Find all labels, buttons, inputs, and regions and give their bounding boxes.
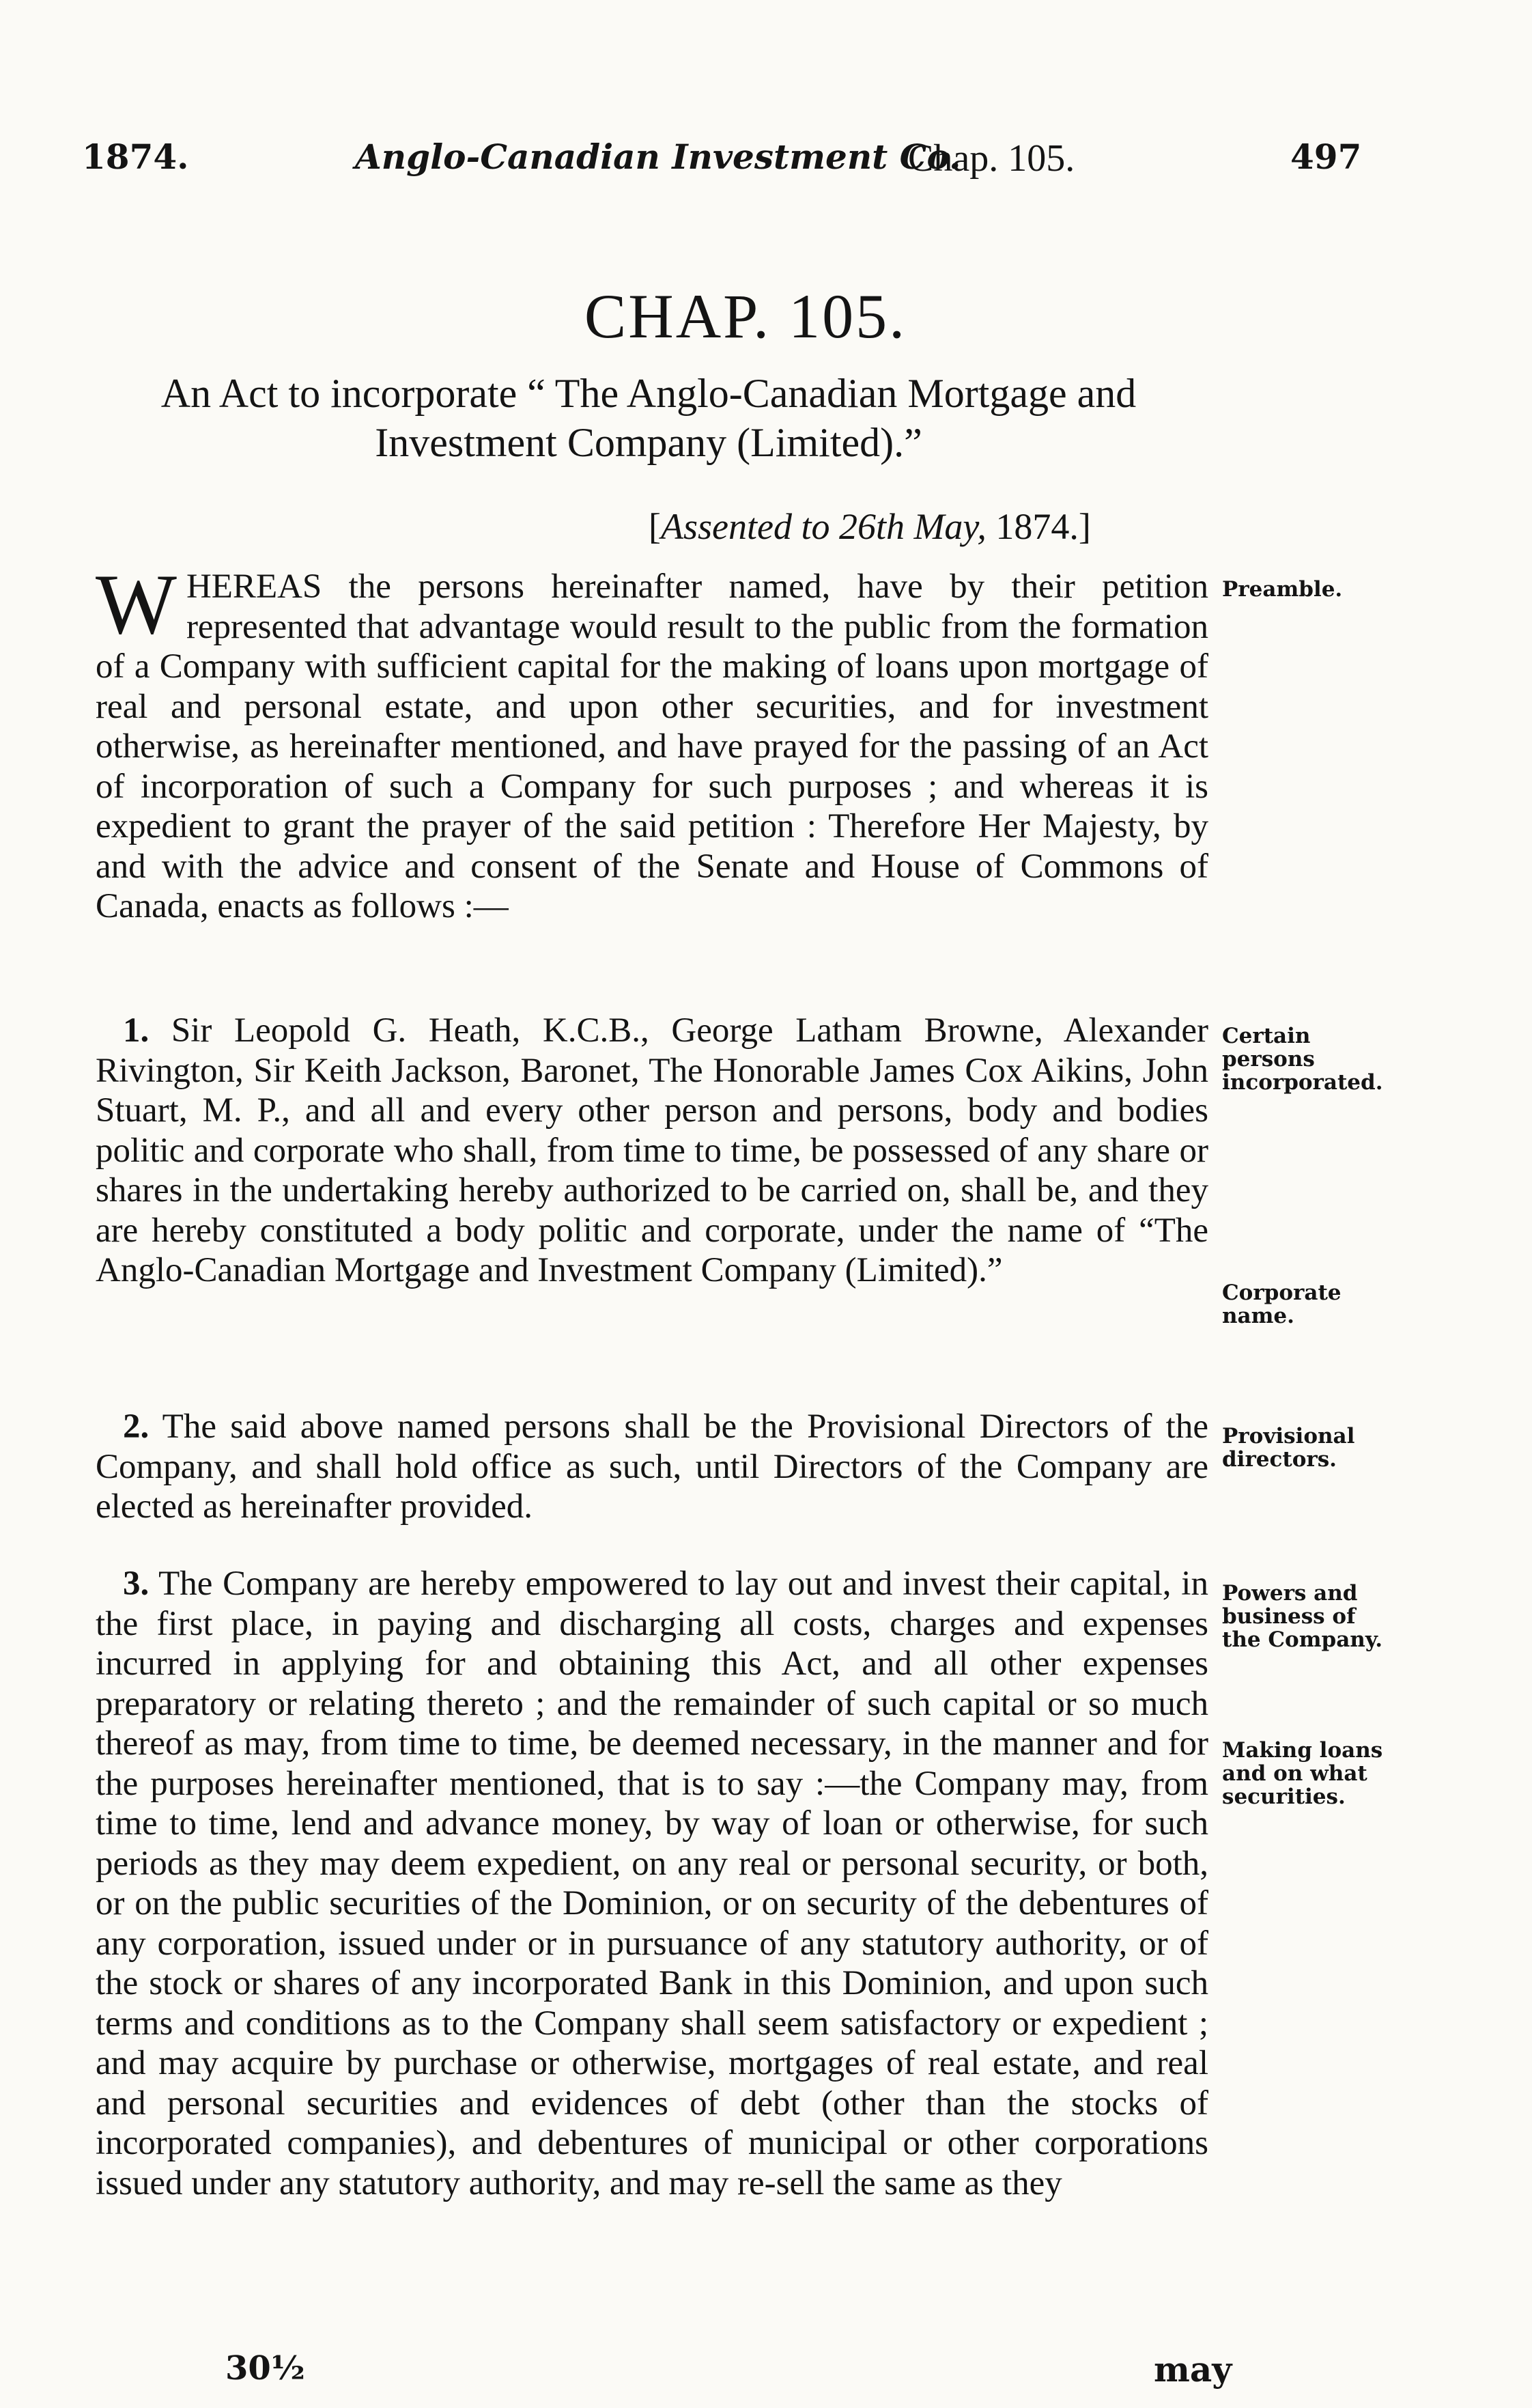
assent-open: [	[649, 506, 661, 547]
margin-note-certain-persons: Certain persons incorporated.	[1222, 1024, 1383, 1095]
chapter-heading	[0, 280, 1532, 352]
assent-line	[649, 505, 1091, 548]
preamble-paragraph	[96, 557, 1208, 927]
page-number: 497	[1290, 137, 1362, 177]
catchword: may	[1154, 2349, 1232, 2390]
preamble-text: HEREAS the persons hereinafter named, have by their petition represented that advantage would result to the public from the formation of a Company with sufficient capital for the making of loans upon mortgage of real and personal estate, and upon other securities, and for investment otherwise, as hereinafter mentioned, and have prayed for the passing of an Act of incorporation of such a Company for such purposes ; and whereas it is expedient to grant the prayer of the said petition : Therefore Her Majesty, by and with the advice and consent of the Senate and House of Commons of Canada, enacts as follows :—	[96, 568, 1208, 925]
header-title: Anglo-Canadian Investment Co.	[355, 137, 961, 177]
margin-note-preamble: Preamble.	[1222, 577, 1343, 602]
assent-year: 1874.]	[995, 506, 1091, 547]
running-header	[82, 137, 1365, 191]
section-number: 1.	[123, 1011, 150, 1050]
margin-note-loans: Making loans and on what securities.	[1222, 1738, 1383, 1809]
chapter-heading-text: CHAP. 105.	[584, 281, 907, 351]
section-2	[96, 1407, 1208, 1527]
section-text: The Company are hereby empowered to lay out and invest their capital, in the first place, in paying and discharging all costs, charges and expenses incurred in applying for and obtaining this Act, and all other expenses preparatory or relating thereto ; and the remainder of such capital or so much thereof as may, from time to time, be deemed necessary, in the manner and for the purposes hereinafter mentioned, that is to say :—the Company may, from time to time, lend and advance money, by way of loan or otherwise, for such periods as they may deem expedient, on any real or personal security, or both, or on the public securities of the Dominion, or on security of the debentures of any corporation, issued under or in pursuance of any statutory authority, or of the stock or shares of any incorporated Bank in this Dominion, and upon such terms and conditions as to the Company shall seem satisfactory or expedient ; and may acquire by purchase or otherwise, mortgages of real estate, and real and personal securities and evidences of debt (other than the stocks of incorporated companies), and debentures of municipal or other corporations issued under any statutory authority, and may re-sell the same as they	[96, 1565, 1208, 2202]
header-chapter: Chap. 105.	[908, 137, 1075, 180]
margin-note-corporate-name: Corporate name.	[1222, 1280, 1342, 1328]
header-year: 1874.	[82, 137, 189, 177]
section-number: 2.	[123, 1408, 150, 1446]
section-3	[96, 1564, 1208, 2203]
section-text: The said above named persons shall be the Provisional Directors of the Company, and shall hold office as such, until Directors of the Company are elected as hereinafter provided.	[96, 1408, 1208, 1526]
section-1	[96, 1011, 1208, 1291]
section-text: Sir Leopold G. Heath, K.C.B., George Latham Browne, Alexander Rivington, Sir Keith Jackson, Baronet, The Honorable James Cox Aikins, John Stuart, M. P., and all and every other person and persons, body and bodies politic and corporate who shall, from time to time, be possessed of any share or shares in the undertaking hereby authorized to be carried on, shall be, and they are hereby constituted a body politic and corporate, under the name of “The Anglo-Canadian Mortgage and Investment Company (Limited).”	[96, 1011, 1208, 1289]
margin-note-provisional: Provisional directors.	[1222, 1424, 1355, 1472]
act-title: An Act to incorporate “ The Anglo-Canadian Mortgage and Investment Company (Limited).”	[160, 371, 1137, 465]
assent-text: Assented to 26th May,	[660, 506, 987, 547]
drop-cap: W	[96, 557, 177, 652]
margin-note-powers: Powers and business of the Company.	[1222, 1581, 1383, 1652]
signature-mark: 30½	[225, 2349, 305, 2388]
section-number: 3.	[123, 1565, 150, 1603]
